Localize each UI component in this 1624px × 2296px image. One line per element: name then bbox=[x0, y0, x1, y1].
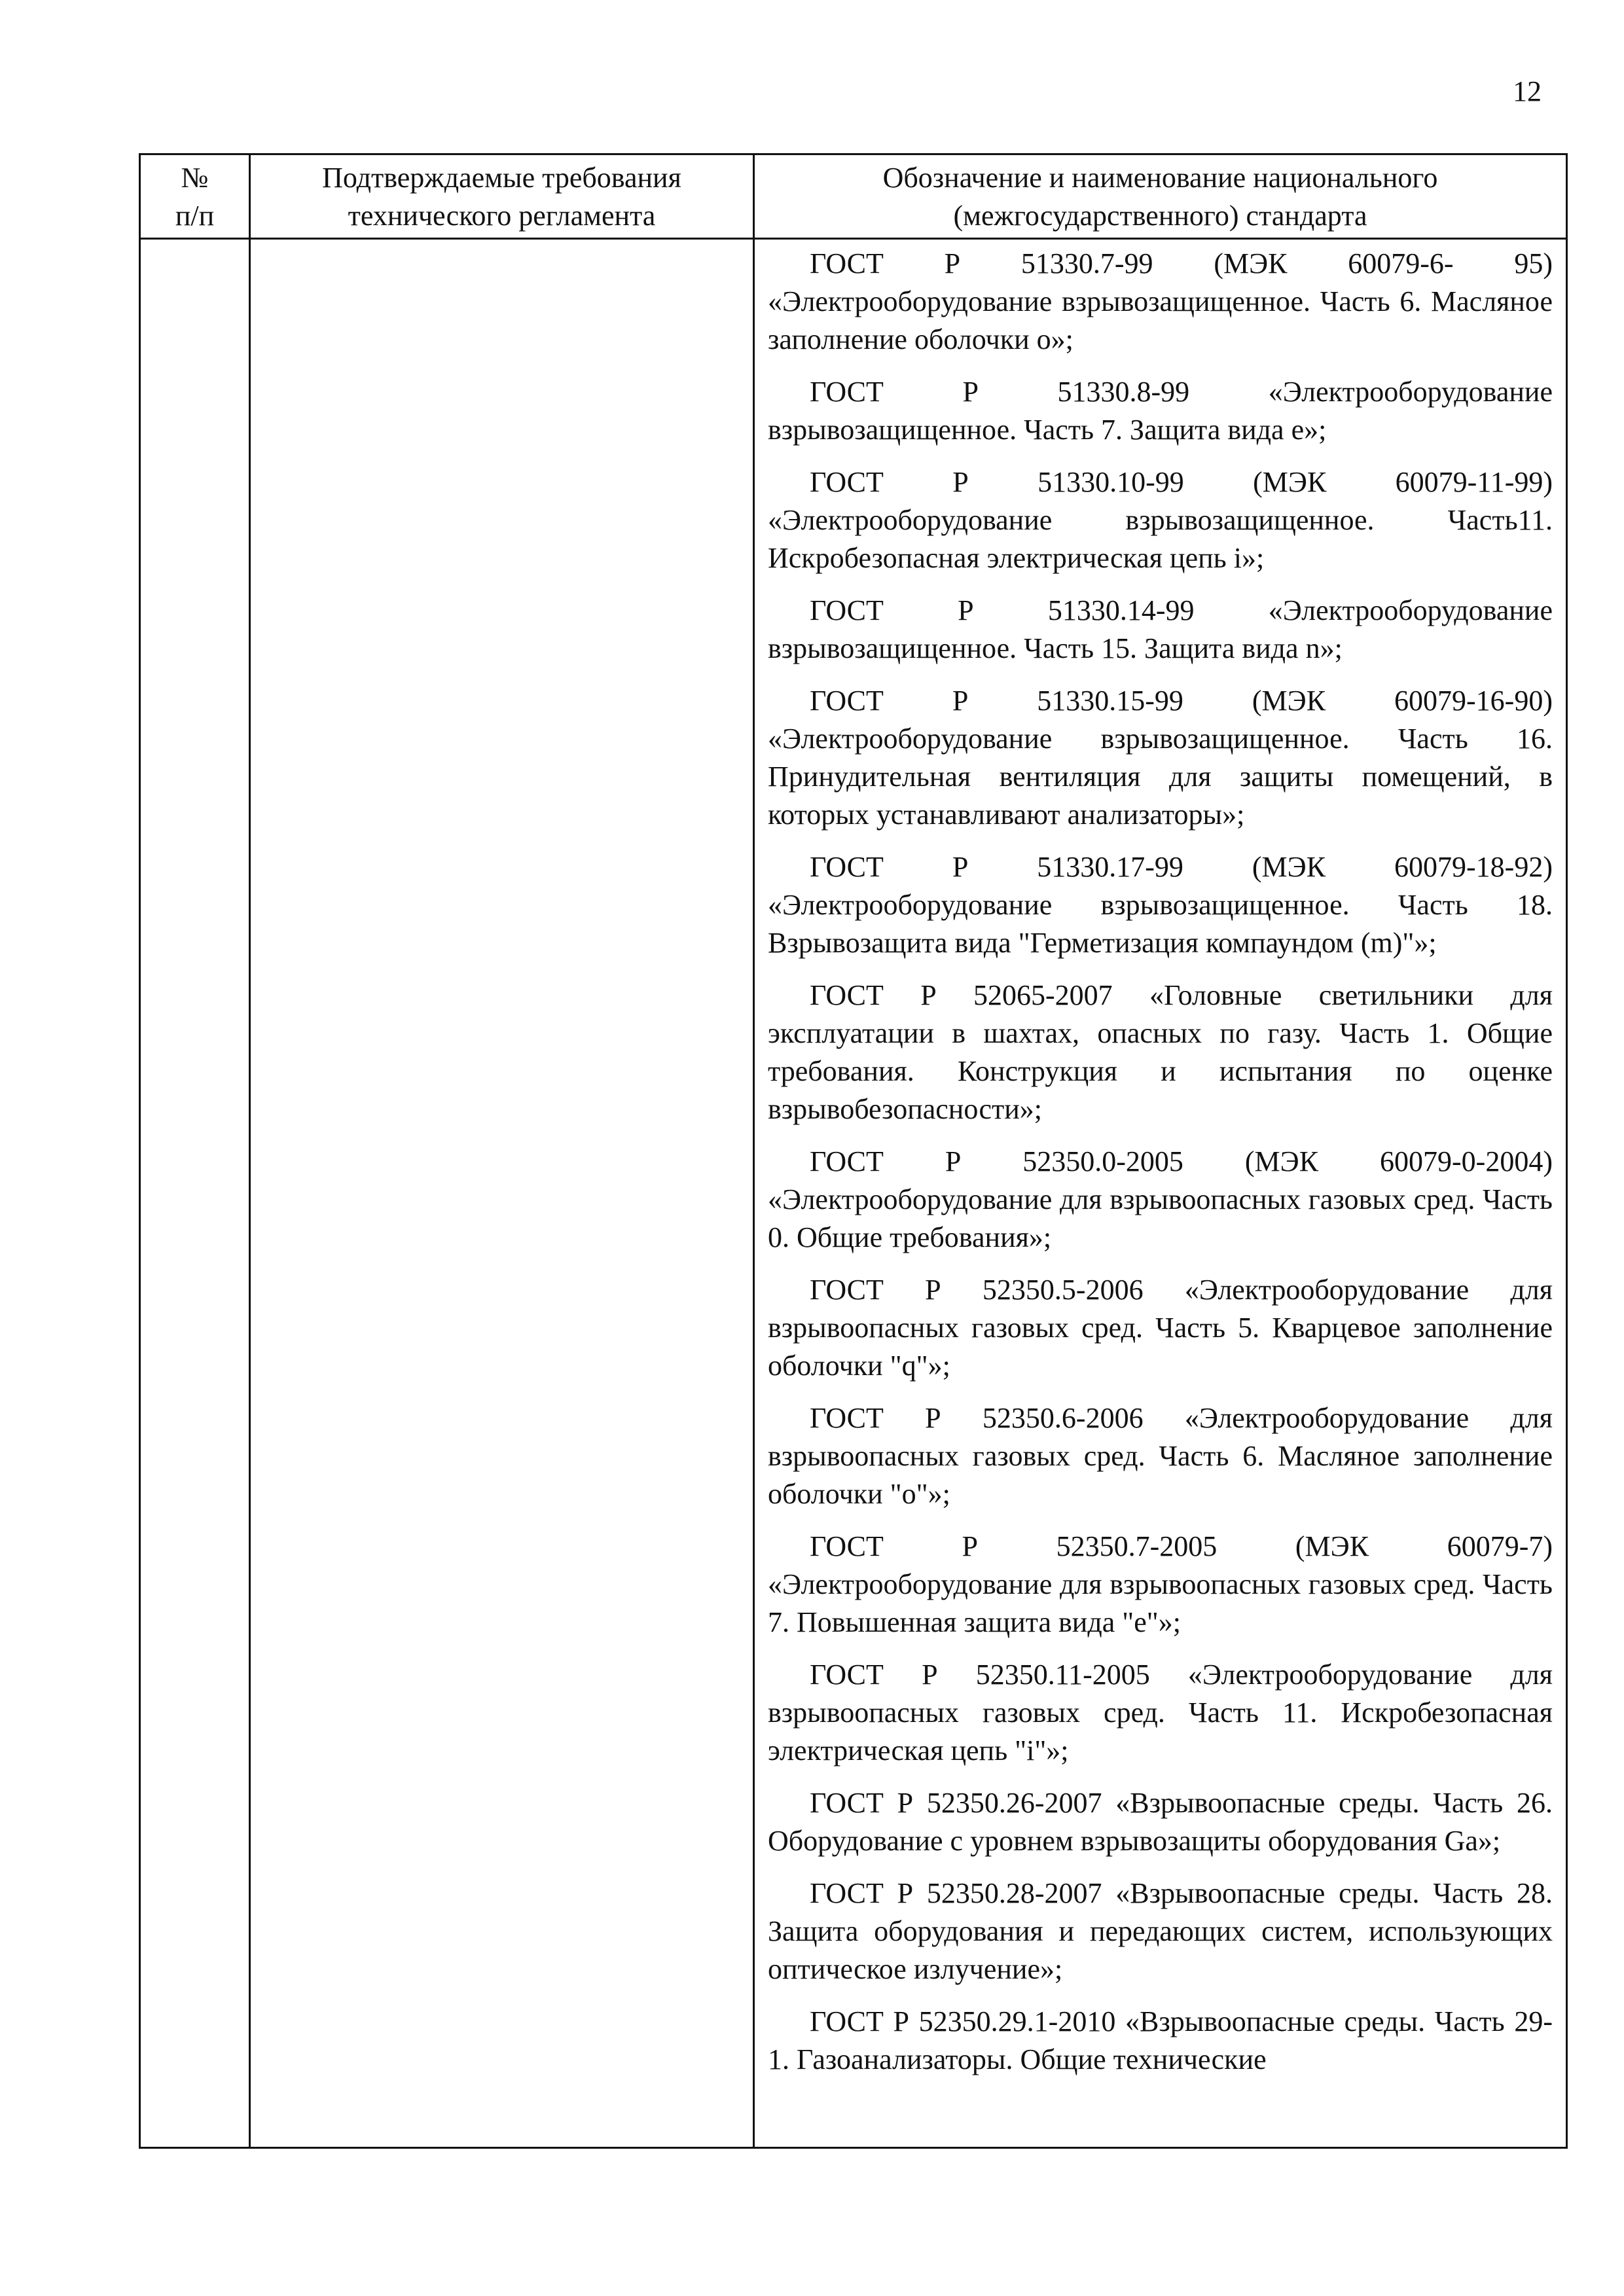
standard-entry: ГОСТ Р 52350.26-2007 «Взрывоопасные среды. Часть 26. Оборудование с уровнем взрывозащиты оборудования Ga»; bbox=[768, 1787, 1553, 1857]
standard-entry: ГОСТ Р 52350.29.1-2010 «Взрывоопасные среды. Часть 29-1. Газоанализаторы. Общие технические bbox=[768, 2005, 1553, 2075]
standard-entry: ГОСТ Р 52350.5-2006 «Электрооборудование для взрывоопасных газовых сред. Часть 5. Кварцевое заполнение оболочки "q"»; bbox=[768, 1274, 1553, 1382]
standard-entry: ГОСТ Р 52350.7-2005 (МЭК 60079-7) «Электрооборудование для взрывоопасных газовых сред. Часть 7. Повышенная защита вида "е"»; bbox=[768, 1530, 1553, 1638]
standards-table bbox=[139, 153, 1568, 2149]
standard-entry: ГОСТ Р 52350.6-2006 «Электрооборудование для взрывоопасных газовых сред. Часть 6. Масляное заполнение оболочки "о"»; bbox=[768, 1402, 1553, 1510]
table-header-row bbox=[140, 154, 1567, 239]
standard-entry: ГОСТ Р 51330.8-99 «Электрооборудование взрывозащищенное. Часть 7. Защита вида е»; bbox=[768, 376, 1553, 446]
cell-standards bbox=[754, 239, 1567, 2148]
page-number: 12 bbox=[1513, 75, 1542, 107]
standard-entry: ГОСТ Р 52350.0-2005 (МЭК 60079-0-2004) «Электрооборудование для взрывоопасных газовых сред. Часть 0. Общие требования»; bbox=[768, 1145, 1553, 1253]
standard-entry: ГОСТ Р 51330.10-99 (МЭК 60079-11-99) «Электрооборудование взрывозащищенное. Часть11. Искробезопасная электрическая цепь i»; bbox=[768, 466, 1553, 574]
standard-entry: ГОСТ Р 51330.14-99 «Электрооборудование взрывозащищенное. Часть 15. Защита вида n»; bbox=[768, 594, 1553, 664]
standard-entry: ГОСТ Р 52350.28-2007 «Взрывоопасные среды. Часть 28. Защита оборудования и передающих систем, использующих оптическое излучение»; bbox=[768, 1877, 1553, 1985]
cell-requirements bbox=[250, 239, 754, 2148]
standard-entry: ГОСТ Р 52065-2007 «Головные светильники для эксплуатации в шахтах, опасных по газу. Часть 1. Общие требования. Конструкция и испытания по оценке взрывобезопасности»; bbox=[768, 979, 1553, 1125]
standard-entry: ГОСТ Р 52350.11-2005 «Электрооборудование для взрывоопасных газовых сред. Часть 11. Искробезопасная электрическая цепь "i"»; bbox=[768, 1659, 1553, 1767]
standard-entry: ГОСТ Р 51330.7-99 (МЭК 60079-6- 95) «Электрооборудование взрывозащищенное. Часть 6. Масляное заполнение оболочки о»; bbox=[768, 247, 1553, 355]
header-standard: Обозначение и наименование национального (межгосударственного) стандарта bbox=[754, 154, 1567, 239]
header-number: № п/п bbox=[140, 154, 250, 239]
cell-number bbox=[140, 239, 250, 2148]
standard-entry: ГОСТ Р 51330.15-99 (МЭК 60079-16-90) «Электрооборудование взрывозащищенное. Часть 16. Принудительная вентиляция для защиты помещений, в которых устанавливают анализаторы»; bbox=[768, 685, 1553, 831]
header-requirements: Подтверждаемые требования технического регламента bbox=[250, 154, 754, 239]
table-row bbox=[140, 239, 1567, 2148]
standard-entry: ГОСТ Р 51330.17-99 (МЭК 60079-18-92) «Электрооборудование взрывозащищенное. Часть 18. Взрывозащита вида "Герметизация компаундом (m)"»; bbox=[768, 851, 1553, 959]
